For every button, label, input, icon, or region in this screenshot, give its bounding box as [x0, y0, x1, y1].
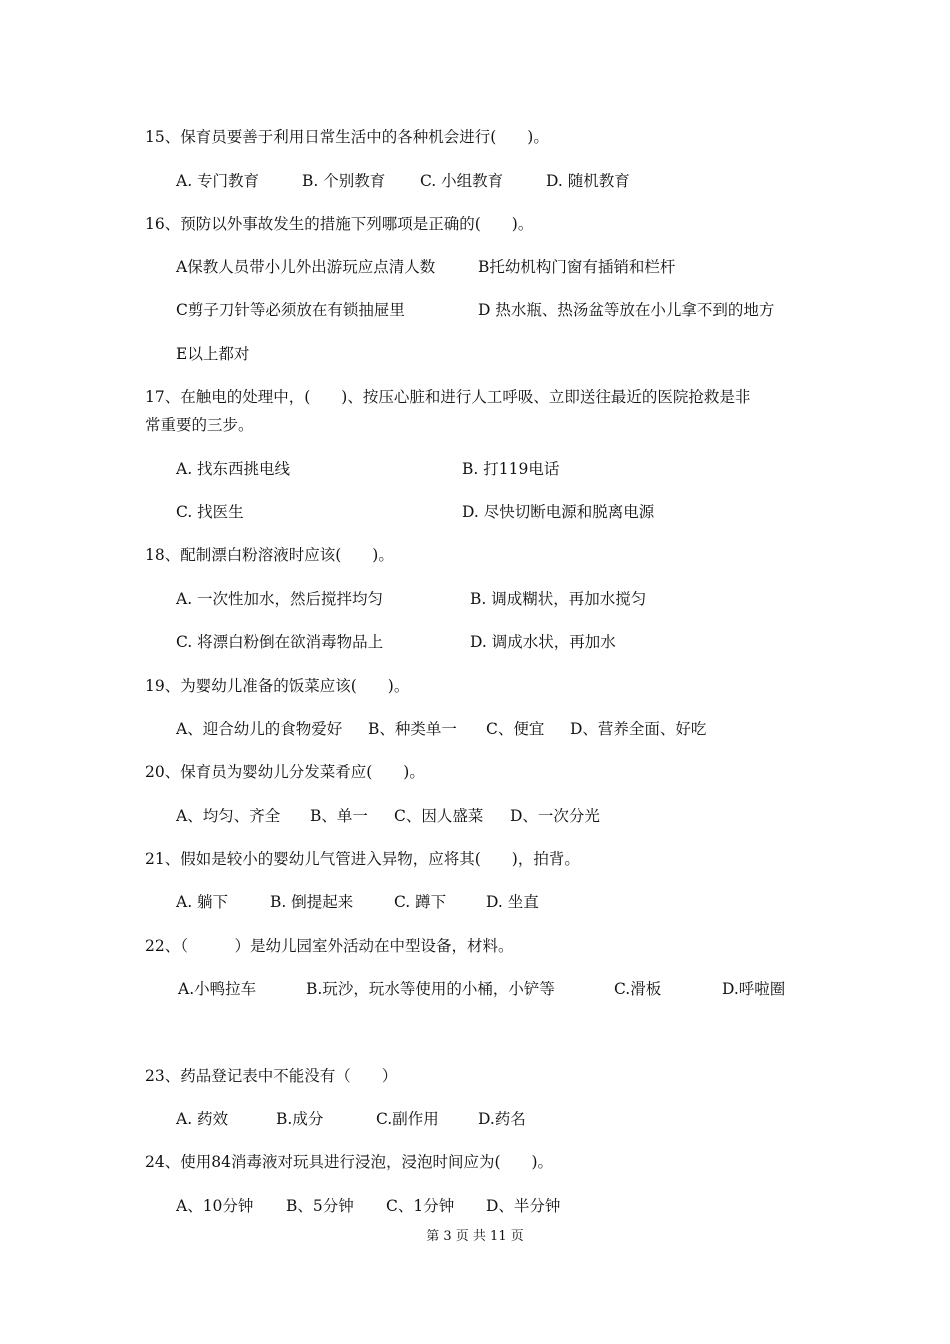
question-19-option-c: C、便宜 [486, 720, 545, 738]
question-16-option-c: C剪子刀针等必须放在有锁抽屉里 [176, 301, 405, 319]
question-21-option-d: D. 坐直 [486, 893, 539, 911]
question-23-stem: 23、药品登记表中不能没有（ ） [145, 1067, 398, 1085]
question-18-option-d: D. 调成水状，再加水 [470, 633, 616, 651]
question-19-option-d: D、营养全面、好吃 [570, 720, 707, 738]
question-16-option-e: E以上都对 [176, 345, 250, 363]
question-17-option-a: A. 找东西挑电线 [176, 460, 291, 478]
question-20-stem: 20、保育员为婴幼儿分发菜肴应( )。 [145, 763, 425, 781]
question-22-stem: 22、（ ）是幼儿园室外活动在中型设备，材料。 [145, 937, 514, 955]
question-17-option-d: D. 尽快切断电源和脱离电源 [462, 503, 655, 521]
question-16-option-a: A保教人员带小儿外出游玩应点清人数 [176, 258, 436, 276]
question-20-option-b: B、单一 [310, 807, 368, 825]
question-19-option-b: B、种类单一 [368, 720, 457, 738]
question-22-option-d: D.呼啦圈 [722, 980, 786, 998]
question-18-option-a: A. 一次性加水，然后搅拌均匀 [176, 590, 384, 608]
question-16-option-d: D 热水瓶、热汤盆等放在小儿拿不到的地方 [478, 301, 775, 319]
question-17-stem: 17、在触电的处理中，( )、按压心脏和进行人工呼吸、立即送往最近的医院抢救是非 [145, 388, 751, 406]
question-23-option-c: C.副作用 [376, 1110, 439, 1128]
question-18-stem: 18、配制漂白粉溶液时应该( )。 [145, 546, 394, 564]
question-21-option-b: B. 倒提起来 [270, 893, 354, 911]
question-20-option-d: D、一次分光 [510, 807, 600, 825]
question-16-option-b: B托幼机构门窗有插销和栏杆 [478, 258, 676, 276]
question-15-option-a: A. 专门教育 [176, 172, 260, 190]
question-23-option-d: D.药名 [478, 1110, 526, 1128]
question-18-option-c: C. 将漂白粉倒在欲消毒物品上 [176, 633, 384, 651]
question-21-stem: 21、假如是较小的婴幼儿气管进入异物，应将其( )，拍背。 [145, 850, 580, 868]
question-15-option-d: D. 随机教育 [546, 172, 630, 190]
question-17-stem-continued: 常重要的三步。 [145, 416, 254, 434]
question-24-option-d: D、半分钟 [486, 1197, 561, 1215]
question-23-option-b: B.成分 [276, 1110, 324, 1128]
question-15-option-b: B. 个别教育 [302, 172, 386, 190]
question-18-option-b: B. 调成糊状，再加水搅匀 [470, 590, 647, 608]
question-23-option-a: A. 药效 [176, 1110, 229, 1128]
question-24-option-a: A、10分钟 [176, 1197, 254, 1215]
question-24-stem: 24、使用84消毒液对玩具进行浸泡，浸泡时间应为( )。 [145, 1153, 554, 1171]
page-number-footer: 第 3 页 共 11 页 [426, 1229, 524, 1244]
question-22-option-c: C.滑板 [614, 980, 662, 998]
question-17-option-c: C. 找医生 [176, 503, 244, 521]
question-24-option-b: B、5分钟 [286, 1197, 354, 1215]
question-21-option-a: A. 躺下 [176, 893, 229, 911]
question-15-stem: 15、保育员要善于利用日常生活中的各种机会进行( )。 [145, 128, 549, 146]
question-16-stem: 16、预防以外事故发生的措施下列哪项是正确的( )。 [145, 215, 534, 233]
question-20-option-c: C、因人盛菜 [394, 807, 484, 825]
question-21-option-c: C. 蹲下 [394, 893, 447, 911]
question-22-option-a: A.小鸭拉车 [178, 980, 257, 998]
question-20-option-a: A、均匀、齐全 [176, 807, 281, 825]
question-22-option-b: B.玩沙，玩水等使用的小桶，小铲等 [306, 980, 555, 998]
question-19-stem: 19、为婴幼儿准备的饭菜应该( )。 [145, 677, 410, 695]
question-24-option-c: C、1分钟 [386, 1197, 455, 1215]
question-17-option-b: B. 打119电话 [462, 460, 560, 478]
question-15-option-c: C. 小组教育 [420, 172, 504, 190]
question-19-option-a: A、迎合幼儿的食物爱好 [176, 720, 343, 738]
